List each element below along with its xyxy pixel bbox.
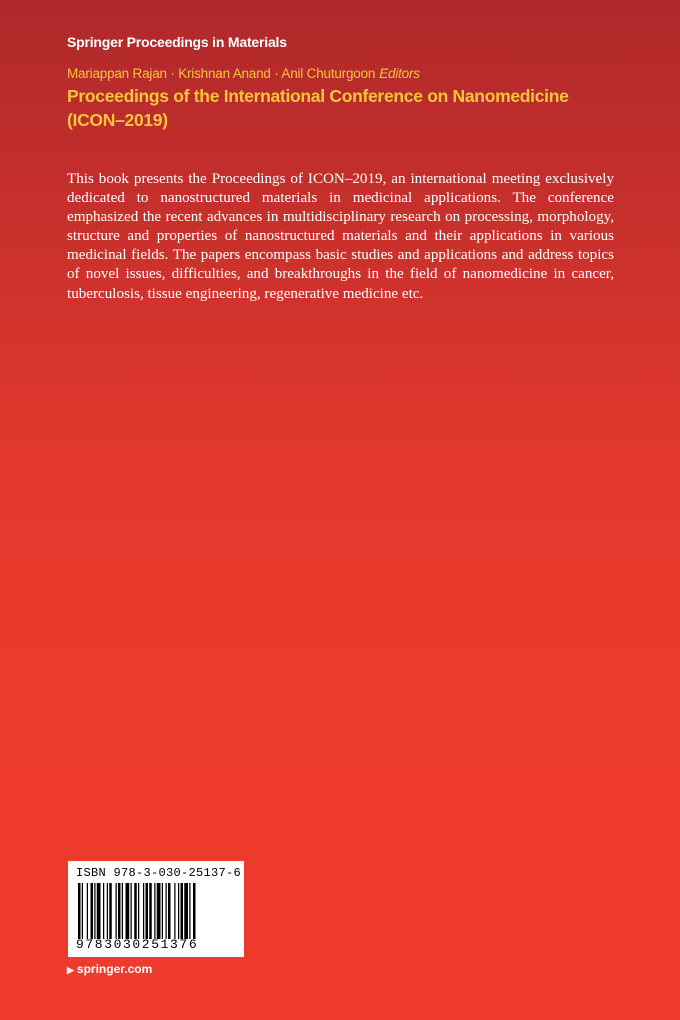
arrow-right-icon: ▶ xyxy=(67,965,74,975)
book-description: This book presents the Proceedings of ICON–2019, an international meeting exclusively dedicated to nanostructured materials in medicinal applications. The conference emphasized the recent advances in multidisciplinary research on processing, morphology, structure and properties of nanostructured materials and their applications in various medicinal fields. The papers encompass basic studies and applications and address topics of novel issues, difficulties, and breakthroughs in the field of nanomedicine in cancer, tuberculosis, tissue engineering, regenerative medicine etc. xyxy=(67,171,614,302)
series-name: Springer Proceedings in Materials xyxy=(67,34,287,50)
isbn-barcode xyxy=(68,861,244,957)
ean-digits: 9783030251376 xyxy=(76,937,199,952)
barcode-icon xyxy=(76,883,236,939)
editors-line xyxy=(67,66,420,81)
publisher-link[interactable] xyxy=(67,962,152,976)
editors-role: Editors xyxy=(379,66,420,81)
publisher-url: springer.com xyxy=(76,962,153,976)
editor-names: Mariappan Rajan · Krishnan Anand · Anil Chuturgoon xyxy=(67,66,376,81)
book-title: Proceedings of the International Conference on Nanomedicine (ICON–2019) xyxy=(67,86,569,130)
isbn-text: ISBN 978-3-030-25137-6 xyxy=(76,866,242,880)
